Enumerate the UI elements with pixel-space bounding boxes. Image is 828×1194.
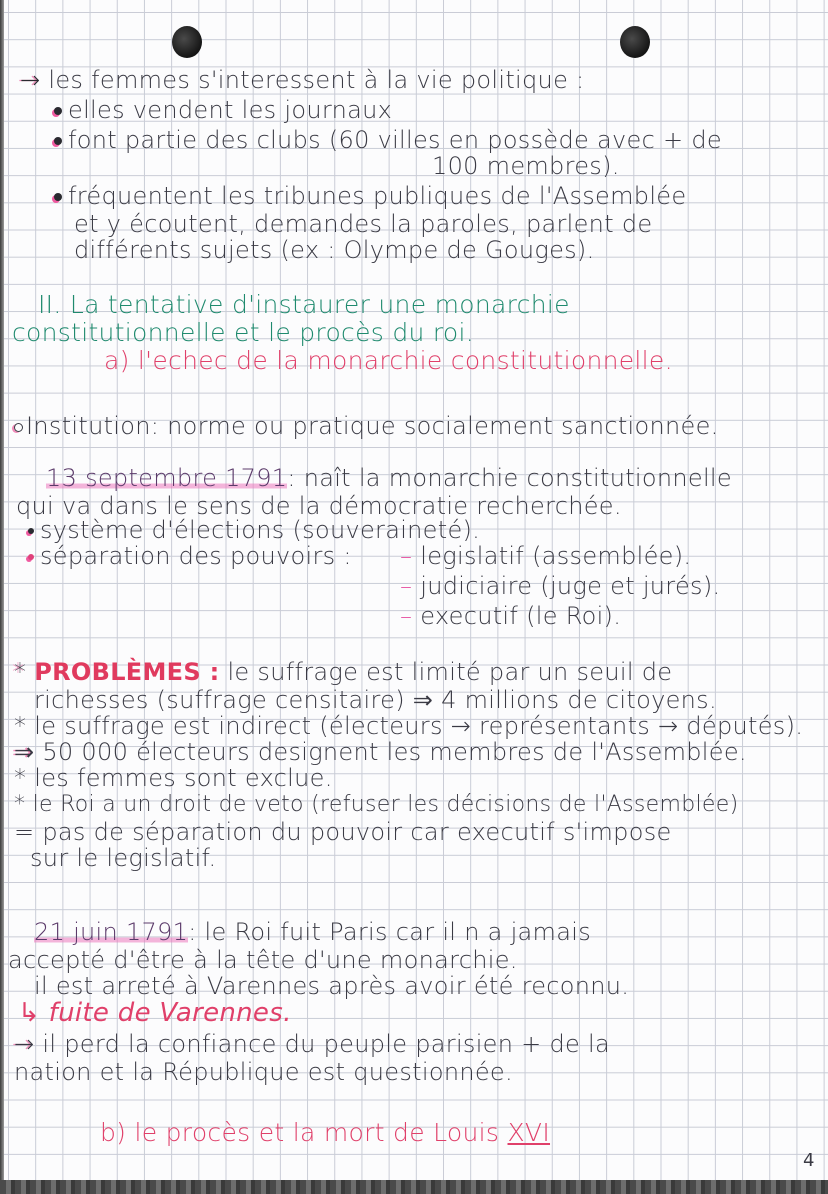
problems-line-2: richesses (suffrage censitaire) ⇒ 4 millions de citoyens. bbox=[34, 686, 717, 714]
section-2-title-line2: constitutionnelle et le procès du roi. bbox=[12, 318, 475, 347]
constitution-line-1: 13 septembre 1791: naît la monarchie constitutionnelle bbox=[46, 464, 732, 492]
varennes-label-line bbox=[18, 998, 292, 1028]
varennes-line-3: il est arreté à Varennes après avoir été reconnu. bbox=[34, 972, 630, 1000]
definition-line bbox=[14, 412, 719, 440]
roman-numeral: XVI bbox=[507, 1118, 551, 1147]
problems-line-7: = pas de séparation du pouvoir car executif s'impose bbox=[14, 818, 672, 846]
varennes-consequence-1: → il perd la confiance du peuple parisien + de la bbox=[14, 1030, 611, 1058]
double-arrow-icon: ⇒ bbox=[14, 738, 35, 766]
dash-icon: – bbox=[400, 542, 421, 570]
circle-bullet-icon bbox=[14, 423, 23, 432]
varennes-consequence-2: nation et la République est questionnée. bbox=[14, 1058, 513, 1086]
varennes-label: fuite de Varennes. bbox=[48, 998, 292, 1028]
constitution-bullet-1: système d'élections (souveraineté). bbox=[28, 516, 480, 544]
bullet-icon bbox=[54, 193, 62, 201]
return-arrow-icon: ↳ bbox=[18, 998, 49, 1028]
problems-line-5: * les femmes sont exclue. bbox=[14, 764, 333, 792]
bullet-icon bbox=[28, 528, 34, 534]
problems-line-3: * le suffrage est indirect (électeurs → représentants → députés). bbox=[14, 712, 804, 740]
problems-line-6: * le Roi a un droit de veto (refuser les décisions de l'Assemblée) bbox=[14, 792, 739, 817]
varennes-date: 21 juin 1791 bbox=[34, 918, 189, 946]
equals-icon: = bbox=[14, 818, 35, 846]
intro-title-line bbox=[20, 66, 584, 94]
arrow-icon: → bbox=[14, 1030, 35, 1058]
constitution-line-2: qui va dans le sens de la démocratie recherchée. bbox=[16, 492, 622, 520]
bullet-icon bbox=[54, 107, 62, 115]
power-executif: – executif (le Roi). bbox=[400, 602, 622, 630]
constitution-date: 13 septembre 1791 bbox=[46, 464, 288, 492]
varennes-line-2: accepté d'être à la tête d'une monarchie. bbox=[8, 946, 518, 974]
page-left-edge bbox=[0, 0, 4, 1194]
dash-icon: – bbox=[400, 572, 421, 600]
power-legislatif: – legislatif (assemblée). bbox=[400, 542, 692, 570]
definition-term: Institution bbox=[26, 412, 151, 440]
problems-line-8: sur le legislatif. bbox=[30, 844, 217, 872]
constitution-bullet-2: séparation des pouvoirs : bbox=[28, 542, 352, 570]
subtitle-a: a) l'echec de la monarchie constitutionnelle. bbox=[104, 346, 673, 375]
page-bottom-edge bbox=[0, 1180, 828, 1194]
bullet-icon bbox=[54, 137, 62, 145]
intro-bullet-3-cont-1: et y écoutent, demandes la paroles, parlent de bbox=[74, 210, 653, 238]
bullet-icon bbox=[28, 554, 34, 560]
binder-hole-left bbox=[172, 26, 202, 58]
problems-label: PROBLÈMES : bbox=[34, 658, 220, 686]
problems-line-1: * PROBLÈMES : le suffrage est limité par un seuil de bbox=[14, 658, 673, 686]
intro-title: les femmes s'interessent à la vie politique : bbox=[48, 66, 585, 94]
page-number: 4 bbox=[803, 1150, 815, 1171]
power-judiciaire: – judiciaire (juge et jurés). bbox=[400, 572, 721, 600]
intro-bullet-1: elles vendent les journaux bbox=[54, 96, 392, 124]
intro-bullet-2-cont: 100 membres). bbox=[432, 152, 620, 180]
intro-bullet-3: fréquentent les tribunes publiques de l'Assemblée bbox=[54, 182, 686, 210]
dash-icon: – bbox=[400, 602, 421, 630]
intro-bullet-2: font partie des clubs (60 villes en possède avec + de bbox=[54, 126, 722, 154]
varennes-line-1: 21 juin 1791: le Roi fuit Paris car il n a jamais bbox=[34, 918, 591, 946]
arrow-icon: → bbox=[20, 66, 41, 94]
definition-text: : norme ou pratique socialement sanctionnée. bbox=[150, 412, 719, 440]
asterisk-icon: * bbox=[14, 792, 26, 817]
intro-bullet-3-cont-2: différents sujets (ex : Olympe de Gouges). bbox=[74, 236, 595, 264]
asterisk-icon: * bbox=[14, 712, 27, 740]
problems-line-4: ⇒ 50 000 électeurs designent les membres de l'Assemblée. bbox=[14, 738, 747, 766]
asterisk-icon: * bbox=[14, 764, 27, 792]
binder-hole-right bbox=[620, 26, 650, 58]
subtitle-b: b) le procès et la mort de Louis XVI bbox=[100, 1118, 551, 1147]
asterisk-icon: * bbox=[14, 658, 27, 686]
section-2-title-line1: II. La tentative d'instaurer une monarchie bbox=[38, 290, 570, 319]
